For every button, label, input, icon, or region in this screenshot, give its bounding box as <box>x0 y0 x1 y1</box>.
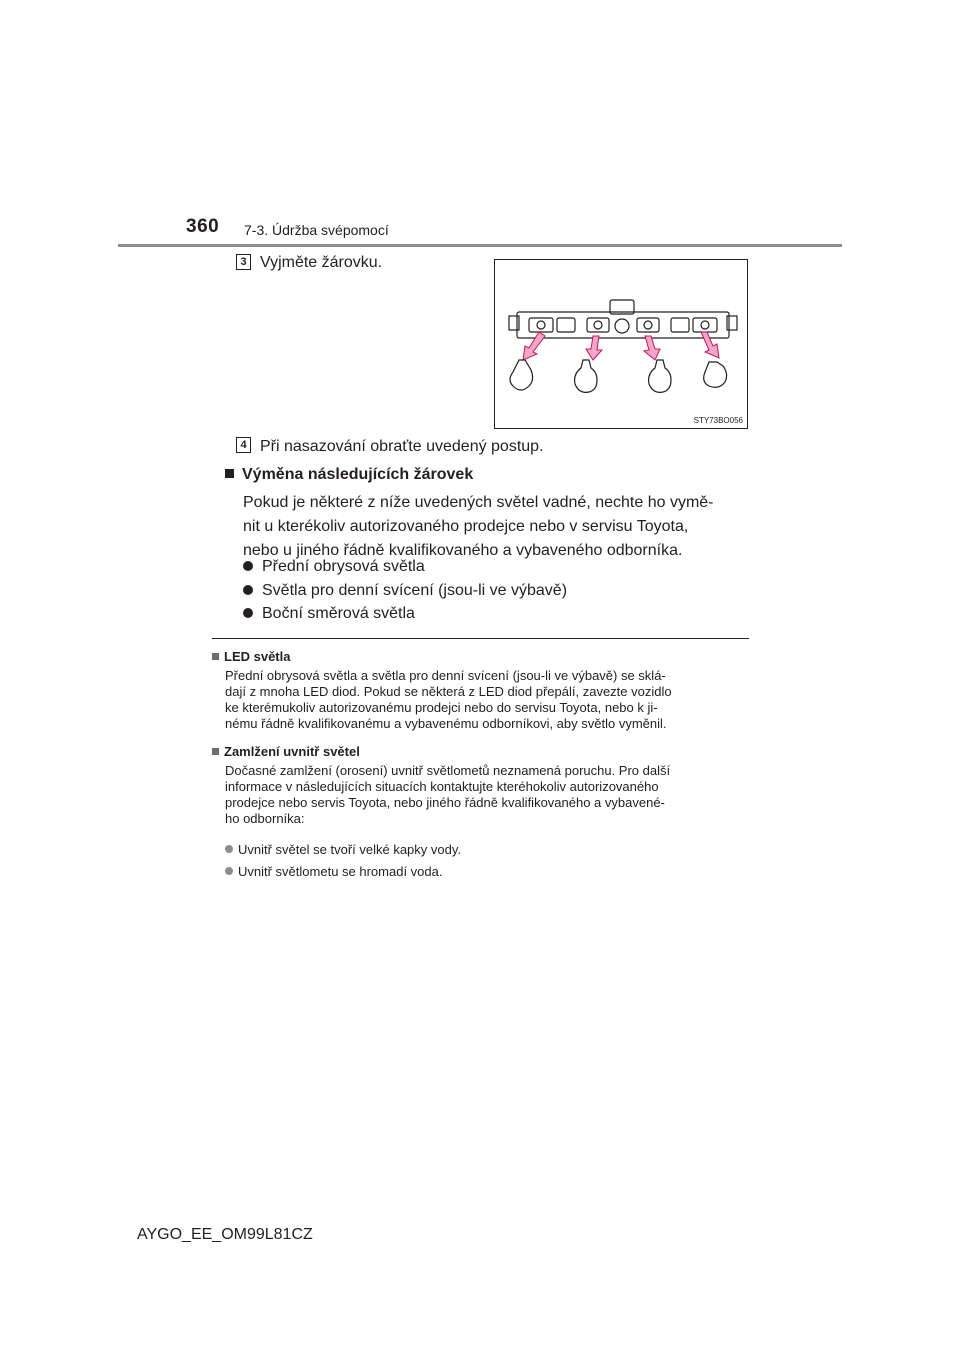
paragraph-line: dají z mnoha LED diod. Pokud se některá z LED diod přepálí, zavezte vozidlo <box>225 684 672 699</box>
list-item: Boční směrová světla <box>243 605 415 623</box>
step-3-badge: 3 <box>236 254 251 270</box>
square-bullet-icon <box>212 748 219 755</box>
section-title: 7-3. Údržba svépomocí <box>244 222 389 238</box>
led-note-paragraph <box>225 668 745 732</box>
paragraph-line: Přední obrysová světla a světla pro denní svícení (jsou-li ve výbavě) se sklá- <box>225 668 666 683</box>
paragraph-line: prodejce nebo servis Toyota, nebo jiného řádně kvalifikovaného a vybavené- <box>225 795 665 810</box>
fog-note-paragraph <box>225 763 745 827</box>
figure-code: STY73BO056 <box>693 416 743 425</box>
paragraph-line: Dočasné zamlžení (orosení) uvnitř světlometů neznamená poruchu. Pro další <box>225 763 671 778</box>
step-3-text: Vyjměte žárovku. <box>260 254 383 271</box>
bullet-dot-icon <box>225 845 233 853</box>
paragraph-line: nebo u jiného řádně kvalifikovaného a vybaveného odborníka. <box>243 542 683 559</box>
bullet-dot-icon <box>243 561 253 571</box>
paragraph-line: ke kterémukoliv autorizovanému prodejci nebo do servisu Toyota, nebo k ji- <box>225 700 658 715</box>
page-number: 360 <box>186 216 220 237</box>
document-code: AYGO_EE_OM99L81CZ <box>137 1226 313 1243</box>
list-item: Světla pro denní svícení (jsou-li ve výbavě) <box>243 582 567 600</box>
square-bullet-icon <box>225 469 234 478</box>
paragraph-line: nit u kterékoliv autorizovaného prodejce nebo v servisu Toyota, <box>243 518 689 535</box>
step-4-text: Při nasazování obraťte uvedený postup. <box>260 438 544 455</box>
paragraph-line: nému řádně kvalifikovanému a vybavenému odborníkovi, aby světlo vyměnil. <box>225 716 667 731</box>
replacement-heading: Výměna následujících žárovek <box>225 466 473 484</box>
square-bullet-icon <box>212 653 219 660</box>
list-item: Uvnitř světel se tvoří velké kapky vody. <box>225 842 461 857</box>
bulb-removal-illustration <box>495 260 749 430</box>
bullet-dot-icon <box>243 608 253 618</box>
header-rule <box>118 244 842 247</box>
bullet-dot-icon <box>225 867 233 875</box>
replacement-paragraph <box>243 491 749 563</box>
step-4-badge: 4 <box>236 437 251 453</box>
paragraph-line: informace v následujících situacích kontaktujte kteréhokoliv autorizovaného <box>225 779 659 794</box>
paragraph-line: Pokud je některé z níže uvedených světel vadné, nechte ho vymě- <box>243 494 714 511</box>
led-note-heading: LED světla <box>212 649 290 664</box>
fog-note-heading: Zamlžení uvnitř světel <box>212 744 360 759</box>
list-item: Uvnitř světlometu se hromadí voda. <box>225 864 442 879</box>
section-divider <box>212 638 749 639</box>
paragraph-line: ho odborníka: <box>225 811 305 826</box>
bullet-dot-icon <box>243 585 253 595</box>
bulb-removal-figure <box>494 259 748 429</box>
list-item: Přední obrysová světla <box>243 558 425 576</box>
